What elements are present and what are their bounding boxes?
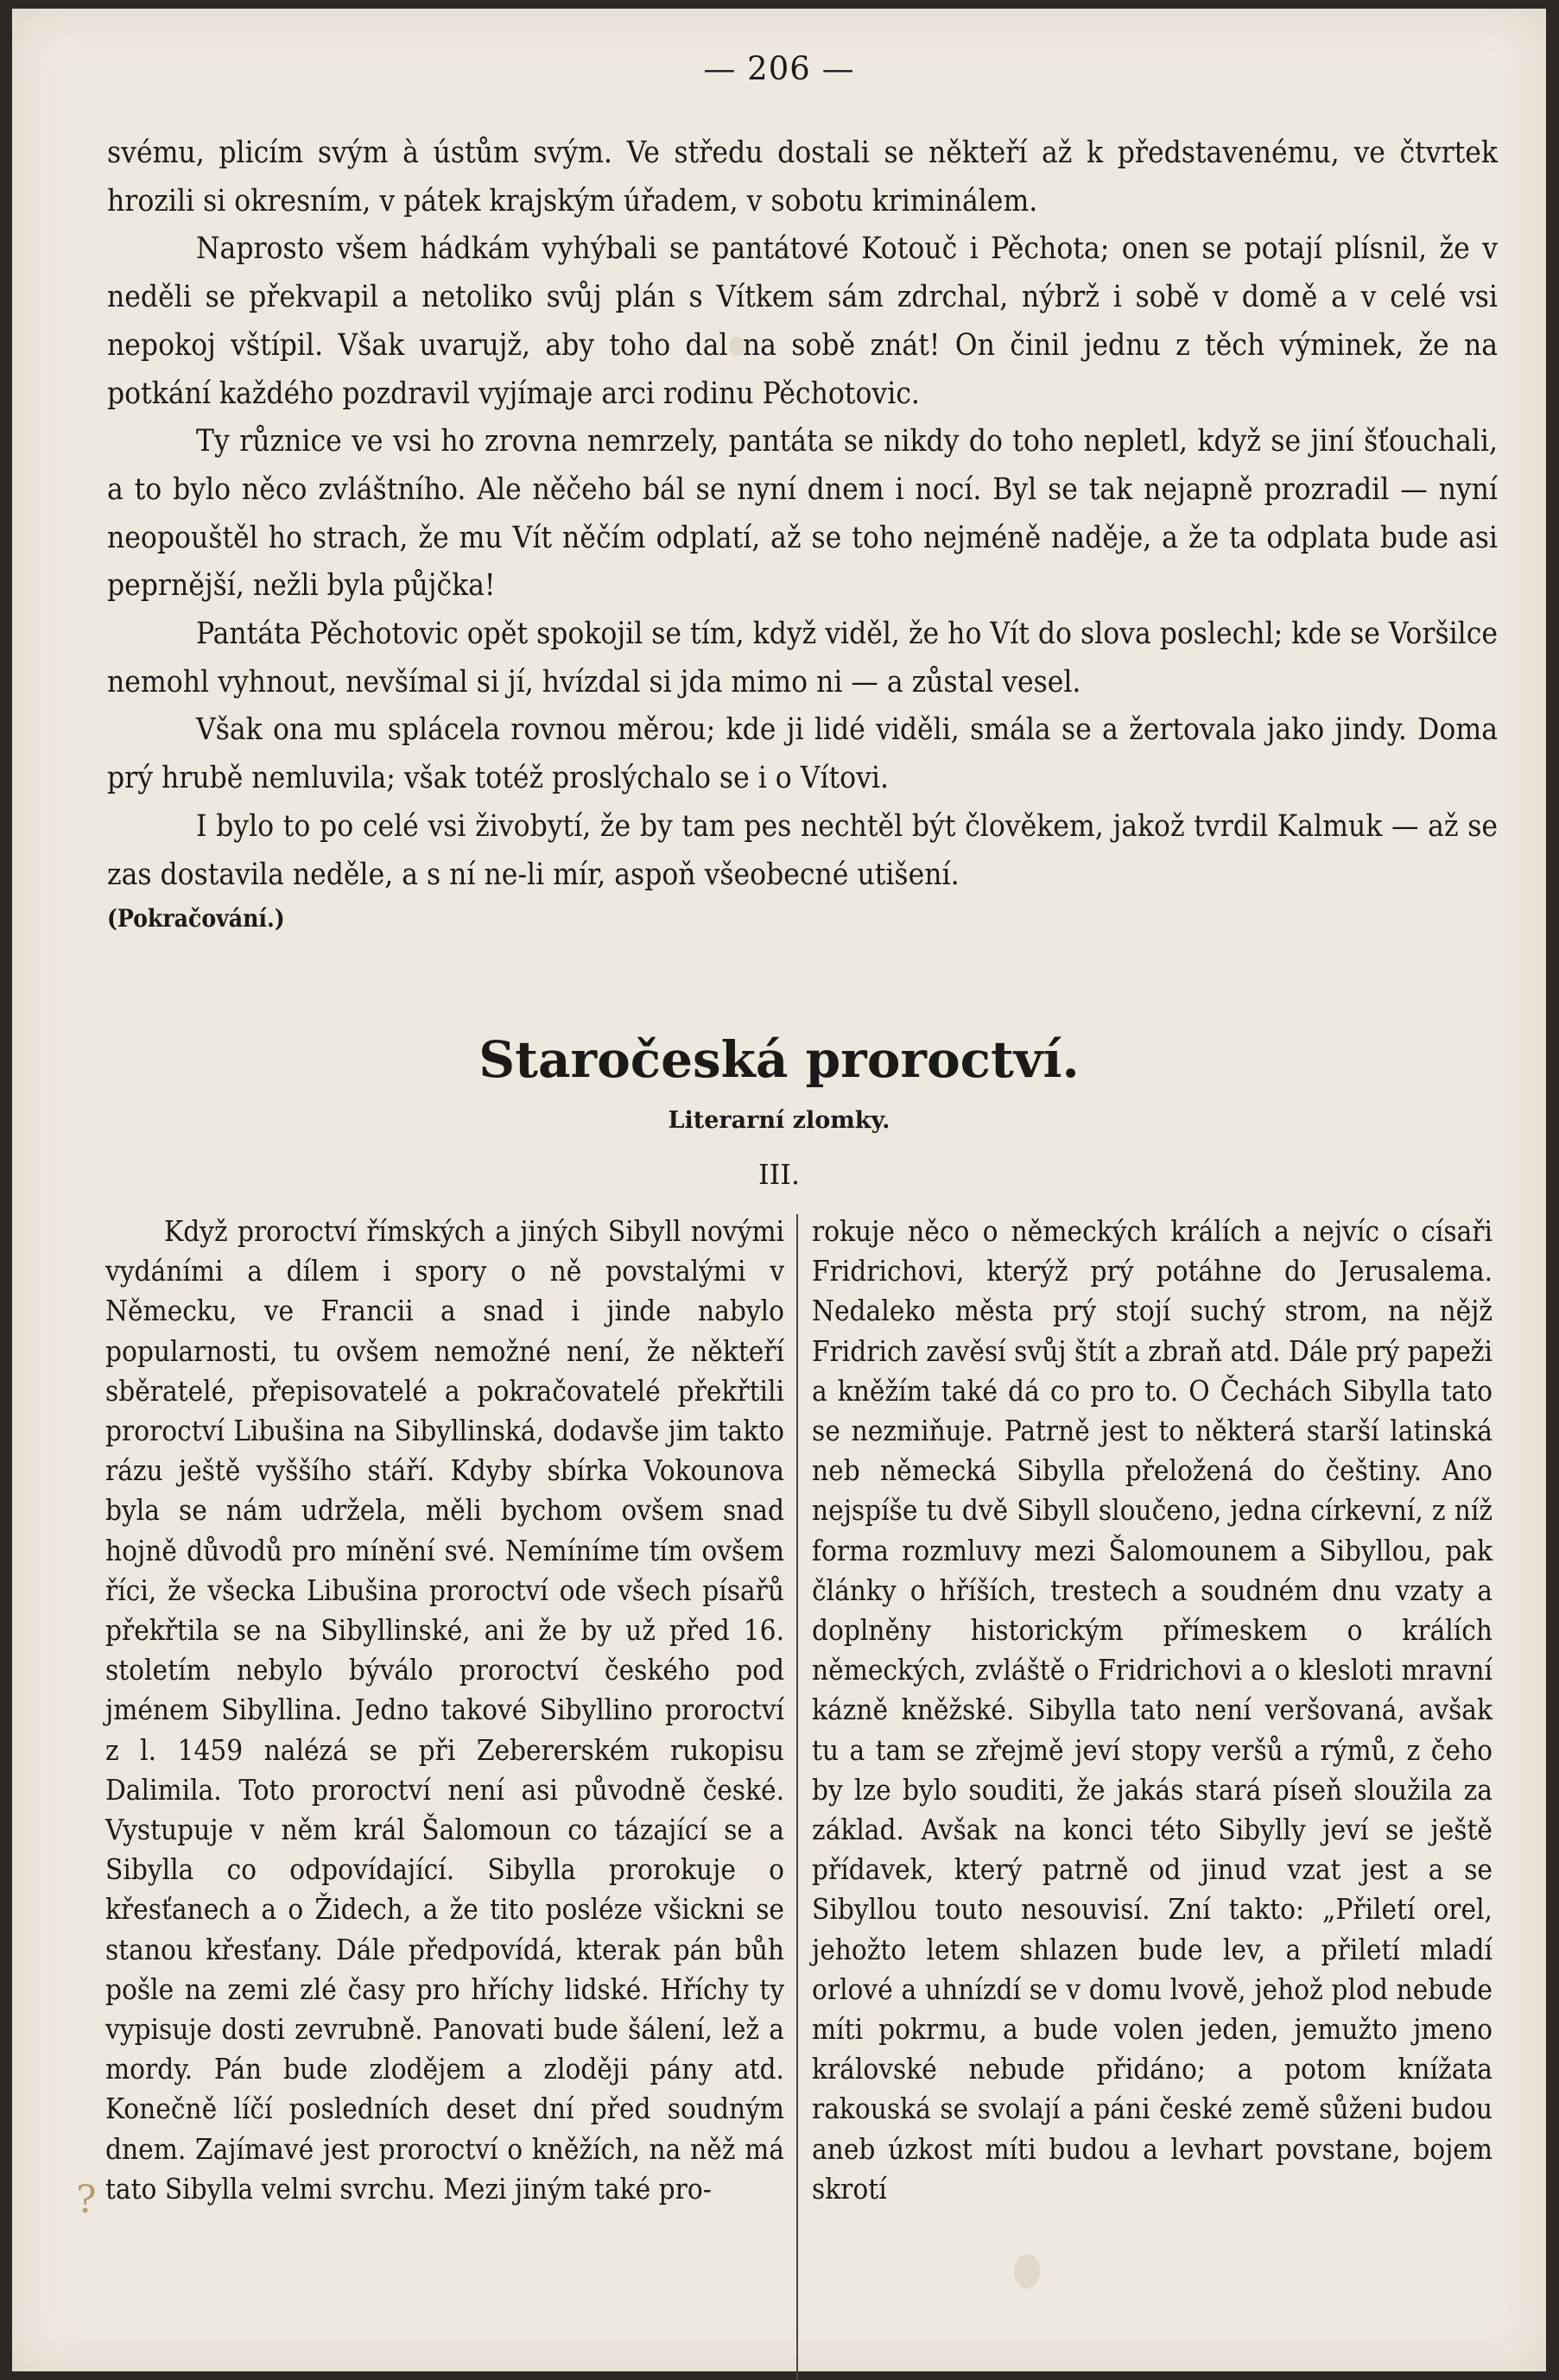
page-number: — 206 —: [703, 50, 855, 87]
continuation-note: (Pokračování.): [107, 904, 285, 934]
paragraph: svému, plicím svým à ústům svým. Ve středu dostali se někteří až k představenému, ve čtvrtek hrozili si okresním, v pátek krajským úřadem, v sobotu kriminálem.: [107, 136, 1498, 218]
story-continuation: [107, 130, 1498, 939]
paragraph: Pantáta Pěchotovic opět spokojil se tím, když viděl, že ho Vít do slova poslechl; kde se Voršilce nemohl vyhnout, nevšímal si jí, hvízdal si jda mimo ni — a zůstal vesel.: [107, 617, 1498, 699]
left-column: [105, 1212, 784, 2209]
column-text: rokuje něco o německých králích a nejvíc o císaři Fridrichovi, kterýž prý potáhne do Jerusalema. Nedaleko města prý stojí suchý strom, na nějž Fridrich zavěsí svůj štít a zbraň atd. Dále prý papeži a kněžím také dá co pro to. O Čechách Sibylla tato se nezmiňuje. Patrně jest to některá starší latinská neb německá Sibylla přeložená do češtiny. Ano nejspíše tu dvě Sibyll sloučeno, jedna církevní, z níž forma rozmluvy mezi Šalomounem a Sibyllou, pak články o hříších, trestech a soudném dnu vzaty a doplněny historickým přímeskem o králích německých, zvláště o Fridrichovi a o klesloti mravní kázně kněžské. Sibylla tato není veršovaná, avšak tu a tam se zřejmě jeví stopy veršů a rýmů, z čeho by lze bylo souditi, že jakás stará píseň sloužila za základ. Avšak na konci této Sibylly jeví se ještě přídavek, který patrně od jinud vzat jest a se Sibyllou touto nesouvisí. Zní takto: „Přiletí orel, jehožto letem shlazen bude lev, a přiletí mladí orlové a uhnízdí se v domu lvově, jehož plod nebude míti pokrmu, a bude volen jeden, jemužto jmeno královské nebude přidáno; a potom knížata rakouská se svolají a páni české země sůženi budou aneb úzkost míti budou a levhart povstane, bojem skrotí: [812, 1214, 1492, 2206]
scanned-page: [12, 9, 1546, 2371]
article-subtitle: Literarní zlomky.: [668, 1107, 890, 1134]
paper-stain: [1014, 2254, 1040, 2288]
paragraph: I bylo to po celé vsi živobytí, že by tam pes nechtěl být člověkem, jakož tvrdil Kalmuk — až se zas dostavila neděle, a s ní ne-li mír, aspoň všeobecné utišení.: [107, 808, 1498, 892]
margin-pencil-mark: ?: [76, 2178, 97, 2222]
column-divider: [796, 1214, 798, 2380]
section-number: III.: [757, 1158, 801, 1191]
article-title: Staročeská proroctví.: [478, 1030, 1080, 1089]
paragraph: Naprosto všem hádkám vyhýbali se pantátové Kotouč i Pěchota; onen se potají plísnil, že v neděli se překvapil a netoliko svůj plán s Vítkem sám zdrchal, nýbrž i sobě v domě a v celé vsi nepokoj vštípil. Však uvarujž, aby toho dal na sobě znát! On činil jednu z těch výminek, že na potkání každého pozdravil vyjímaje arci rodinu Pěchotovic.: [107, 231, 1498, 411]
paper-stain: [729, 337, 745, 356]
paragraph: Však ona mu splácela rovnou měrou; kde ji lidé viděli, smála se a žertovala jako jindy. Doma prý hrubě nemluvila; však totéž proslýchalo se i o Vítovi.: [107, 712, 1498, 796]
column-text: Když proroctví římských a jiných Sibyll novými vydáními a dílem i spory o ně povstalými v Německu, ve Francii a snad i jinde nabylo popularnosti, tu ovšem nemožné není, že někteří sběratelé, přepisovatelé a pokračovatelé překřtili proroctví Libušina na Sibyllinská, dodavše jim takto rázu ještě vyššího stáří. Kdyby sbírka Vokounova byla se nám udržela, měli bychom ovšem snad hojně důvodů pro mínění své. Nemíníme tím ovšem říci, že všecka Libušina proroctví ode všech písařů překřtila se na Sibyllinské, ani že by už před 16. stoletím nebylo býválo proroctví českého pod jménem Sibyllina. Jedno takové Sibyllino proroctví z l. 1459 nalézá se při Zebererském rukopisu Dalimila. Toto proroctví není asi původně české. Vystupuje v něm král Šalomoun co tázající se a Sibylla co odpovídající. Sibylla prorokuje o křesťanech a o Židech, a že tito posléze všickni se stanou křesťany. Dále předpovídá, kterak pán bůh pošle na zemi zlé časy pro hříchy lidské. Hříchy ty vypisuje dosti zevrubně. Panovati bude šálení, lež a mordy. Pán bude zlodějem a zloději pány atd. Konečně líčí posledních deset dní před soudným dnem. Zajímavé jest proroctví o kněžích, na něž má tato Sibylla velmi svrchu. Mezi jiným také pro-: [105, 1214, 784, 2206]
right-column: [812, 1212, 1492, 2209]
paragraph: Ty různice ve vsi ho zrovna nemrzely, pantáta se nikdy do toho nepletl, když se jiní šťouchali, a to bylo něco zvláštního. Ale něčeho bál se nyní dnem i nocí. Byl se tak nejapně prozradil — nyní neopouštěl ho strach, že mu Vít něčím odplatí, až se toho nejméně naděje, a že ta odplata bude asi peprnější, nežli byla půjčka!: [107, 424, 1498, 604]
